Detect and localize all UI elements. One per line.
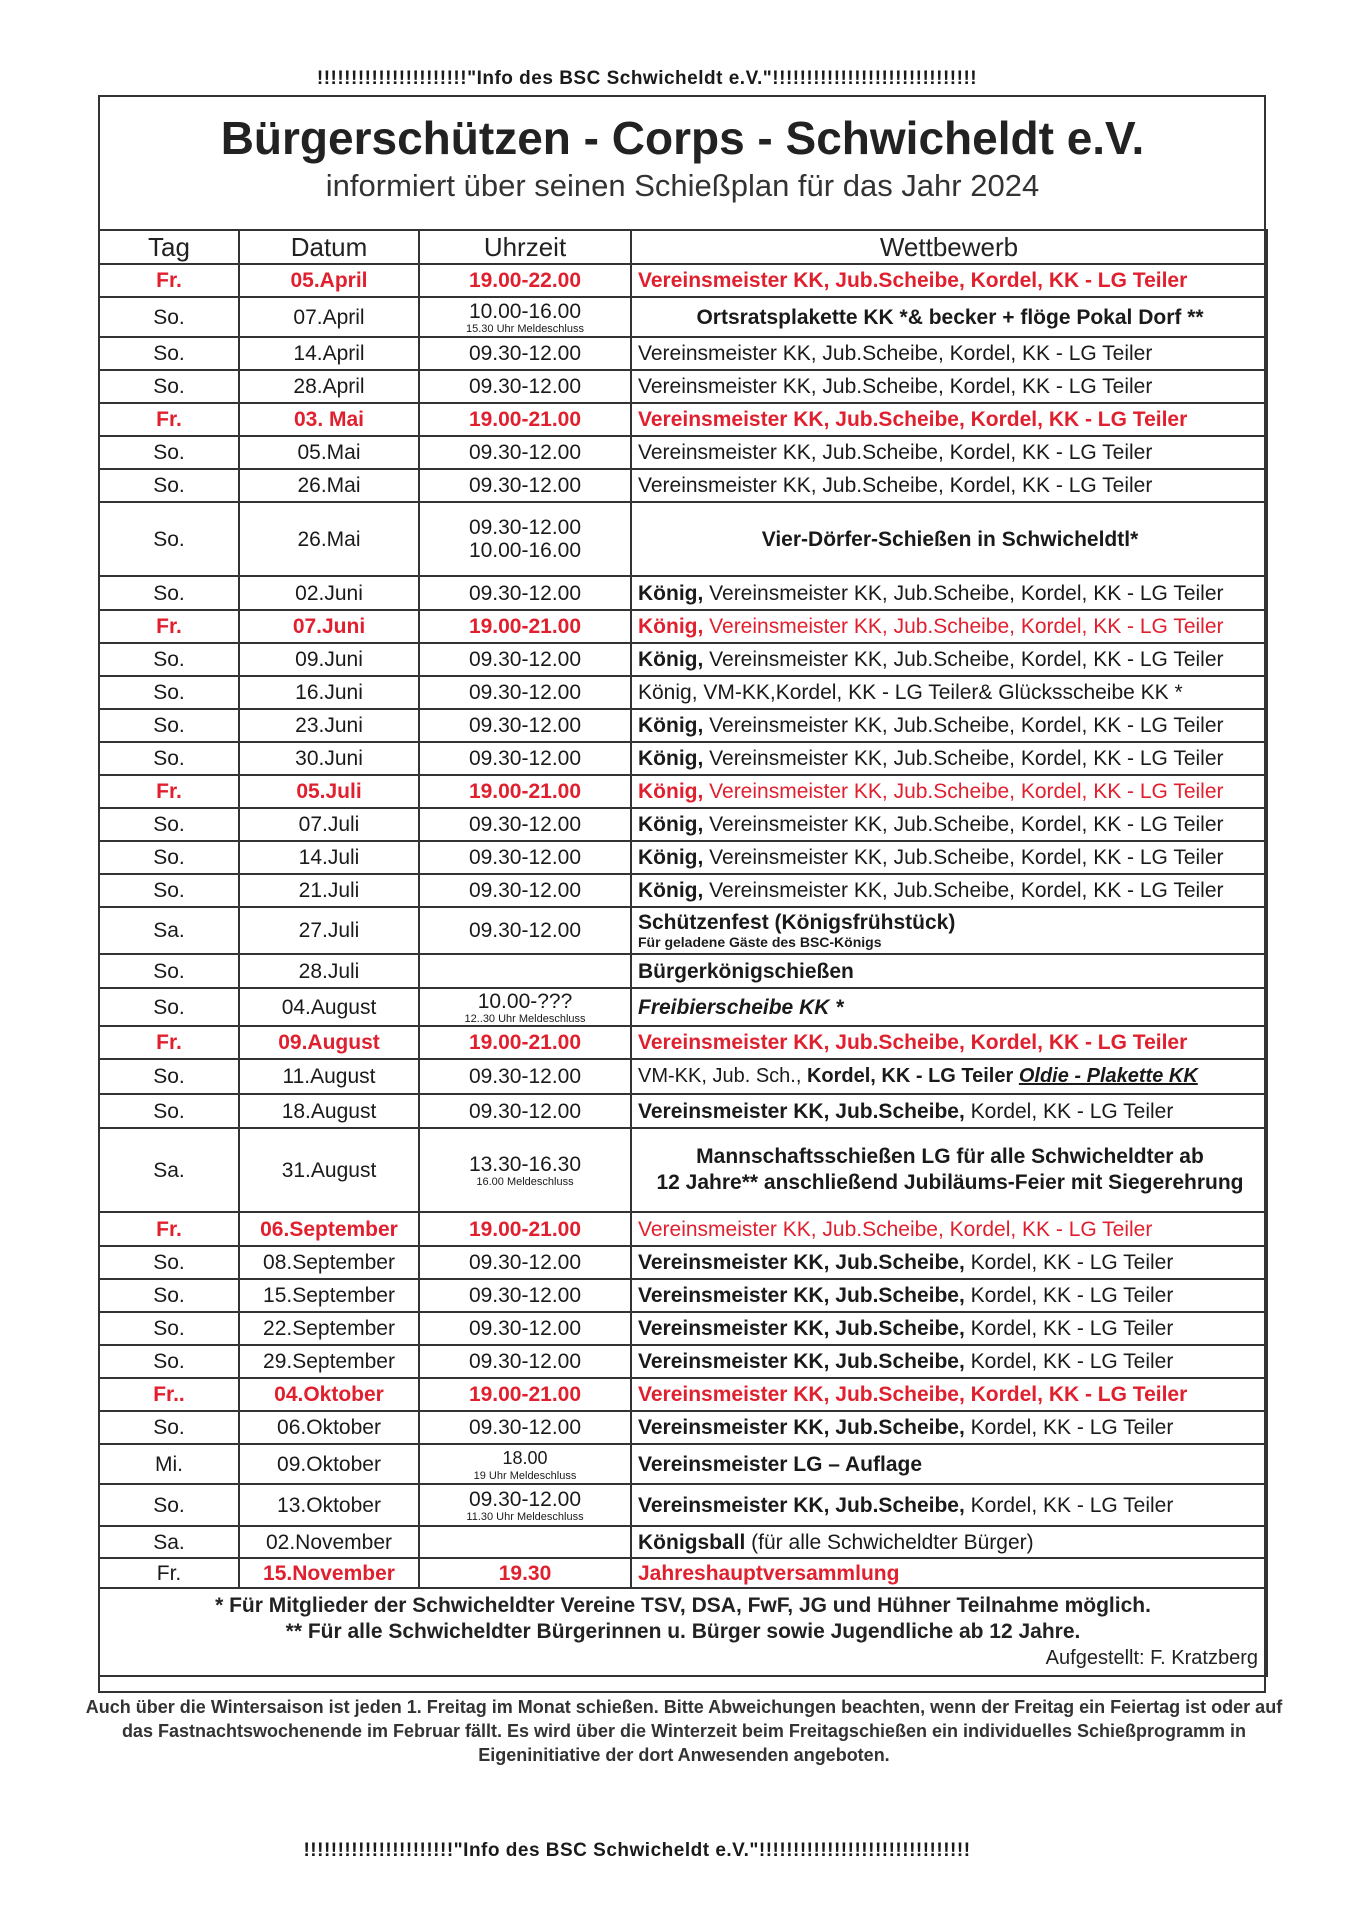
cell-uhrzeit bbox=[419, 988, 631, 1026]
cell-tag: So. bbox=[99, 954, 239, 988]
cell-tag: Fr. bbox=[99, 610, 239, 643]
king-label: König, bbox=[638, 615, 704, 638]
cell-uhrzeit: 09.30-12.00 bbox=[419, 1312, 631, 1345]
table-row bbox=[99, 954, 1267, 988]
event-text: Vereinsmeister KK, Jub.Scheibe, Kordel, KK - LG Teiler bbox=[703, 714, 1224, 737]
table-row bbox=[99, 1378, 1267, 1411]
event-text: VM-KK, Jub. Sch., bbox=[638, 1065, 807, 1087]
table-row bbox=[99, 808, 1267, 841]
cell-wettbewerb: Vereinsmeister KK, Jub.Scheibe, Kordel, KK - LG Teiler bbox=[631, 1212, 1267, 1246]
cell-uhrzeit: 09.30-12.00 bbox=[419, 436, 631, 469]
oldie-plakette-label: Oldie - Plakette KK bbox=[1018, 1065, 1198, 1087]
cell-wettbewerb: Vereinsmeister KK, Jub.Scheibe, Kordel, KK - LG Teiler bbox=[631, 436, 1267, 469]
cell-uhrzeit: 09.30-12.00 bbox=[419, 676, 631, 709]
cell-datum: 05.April bbox=[239, 264, 419, 297]
cell-datum: 11.August bbox=[239, 1059, 419, 1094]
cell-wettbewerb bbox=[631, 1246, 1267, 1279]
cell-datum: 22.September bbox=[239, 1312, 419, 1345]
cell-tag: So. bbox=[99, 841, 239, 874]
cell-wettbewerb bbox=[631, 1279, 1267, 1312]
time-text: 10.00-??? bbox=[477, 989, 573, 1013]
cell-datum: 14.Juli bbox=[239, 841, 419, 874]
cell-datum: 02.November bbox=[239, 1526, 419, 1558]
cell-datum: 30.Juni bbox=[239, 742, 419, 775]
cell-datum: 18.August bbox=[239, 1094, 419, 1128]
cell-uhrzeit: 09.30-12.00 bbox=[419, 1345, 631, 1378]
event-text: Vereinsmeister KK, Jub.Scheibe, Kordel, KK - LG Teiler bbox=[703, 813, 1224, 836]
cell-datum: 02.Juni bbox=[239, 576, 419, 610]
cell-uhrzeit: 09.30-12.00 bbox=[419, 808, 631, 841]
cell-datum: 31.August bbox=[239, 1128, 419, 1212]
table-row bbox=[99, 1246, 1267, 1279]
cell-uhrzeit: 09.30-12.00 bbox=[419, 1411, 631, 1444]
table-row bbox=[99, 403, 1267, 436]
cell-tag: So. bbox=[99, 742, 239, 775]
cell-tag: So. bbox=[99, 1411, 239, 1444]
deadline-note: 12..30 Uhr Meldeschluss bbox=[464, 1012, 586, 1025]
table-row bbox=[99, 1345, 1267, 1378]
cell-datum: 14.April bbox=[239, 337, 419, 370]
cell-tag: Fr. bbox=[99, 1558, 239, 1588]
cell-uhrzeit: 09.30-12.00 bbox=[419, 874, 631, 907]
event-bold-text: Vereinsmeister KK, Jub.Scheibe, bbox=[638, 1284, 965, 1307]
footer-cell bbox=[99, 1588, 1267, 1676]
cell-datum: 03. Mai bbox=[239, 403, 419, 436]
cell-uhrzeit: 09.30-12.00 bbox=[419, 709, 631, 742]
cell-wettbewerb bbox=[631, 1345, 1267, 1378]
cell-tag: So. bbox=[99, 469, 239, 502]
cell-tag: Fr. bbox=[99, 1026, 239, 1059]
cell-wettbewerb: Freibierscheibe KK * bbox=[631, 988, 1267, 1026]
king-label: König, bbox=[638, 581, 704, 605]
king-label: König, bbox=[638, 747, 704, 770]
table-row bbox=[99, 1094, 1267, 1128]
event-text: Vereinsmeister KK, Jub.Scheibe, Kordel, KK - LG Teiler bbox=[703, 879, 1224, 902]
cell-uhrzeit: 19.30 bbox=[419, 1558, 631, 1588]
cell-tag: Mi. bbox=[99, 1444, 239, 1484]
deadline-note: 11.30 Uhr Meldeschluss bbox=[466, 1510, 584, 1523]
cell-wettbewerb: Vereinsmeister KK, Jub.Scheibe, Kordel, KK - LG Teiler bbox=[631, 403, 1267, 436]
event-bold-text: Vereinsmeister KK, Jub.Scheibe, bbox=[638, 1251, 965, 1274]
cell-uhrzeit: 09.30-12.00 bbox=[419, 841, 631, 874]
table-row bbox=[99, 502, 1267, 576]
cell-wettbewerb: Vereinsmeister KK, Jub.Scheibe, Kordel, KK - LG Teiler bbox=[631, 1378, 1267, 1411]
cell-tag: Fr. bbox=[99, 775, 239, 808]
schedule-table bbox=[98, 229, 1268, 1677]
cell-datum: 07.Juli bbox=[239, 808, 419, 841]
cell-wettbewerb bbox=[631, 841, 1267, 874]
cell-uhrzeit: 19.00-21.00 bbox=[419, 1378, 631, 1411]
cell-uhrzeit bbox=[419, 1526, 631, 1558]
cell-uhrzeit bbox=[419, 297, 631, 337]
cell-tag: So. bbox=[99, 576, 239, 610]
event-bold-text: Vereinsmeister KK, Jub.Scheibe, bbox=[638, 1493, 965, 1517]
event-text-line2: 12 Jahre** anschließend Jubiläums-Feier mit Siegerehrung bbox=[656, 1171, 1244, 1194]
cell-datum: 08.September bbox=[239, 1246, 419, 1279]
cell-uhrzeit: 19.00-21.00 bbox=[419, 610, 631, 643]
cell-wettbewerb: Jahreshauptversammlung bbox=[631, 1558, 1267, 1588]
cell-uhrzeit: 09.30-12.00 bbox=[419, 643, 631, 676]
table-row bbox=[99, 1279, 1267, 1312]
event-text: Schützenfest (Königsfrühstück) bbox=[638, 911, 956, 934]
cell-wettbewerb: Vereinsmeister KK, Jub.Scheibe, Kordel, KK - LG Teiler bbox=[631, 1026, 1267, 1059]
cell-uhrzeit: 19.00-21.00 bbox=[419, 775, 631, 808]
event-text: Kordel, KK - LG Teiler bbox=[964, 1251, 1174, 1274]
time-text: 18.00 bbox=[502, 1448, 548, 1468]
cell-datum: 28.Juli bbox=[239, 954, 419, 988]
cell-datum: 07.Juni bbox=[239, 610, 419, 643]
table-row bbox=[99, 297, 1267, 337]
cell-tag: So. bbox=[99, 874, 239, 907]
cell-wettbewerb bbox=[631, 643, 1267, 676]
author-credit: Aufgestellt: F. Kratzberg bbox=[1045, 1647, 1258, 1669]
table-row bbox=[99, 337, 1267, 370]
cell-wettbewerb bbox=[631, 742, 1267, 775]
table-row bbox=[99, 775, 1267, 808]
cell-tag: Fr. bbox=[99, 403, 239, 436]
cell-uhrzeit: 19.00-21.00 bbox=[419, 403, 631, 436]
col-header-tag: Tag bbox=[99, 230, 239, 264]
cell-tag: Sa. bbox=[99, 1526, 239, 1558]
event-text: Vereinsmeister KK, Jub.Scheibe, Kordel, KK - LG Teiler bbox=[703, 615, 1224, 638]
cell-datum: 13.Oktober bbox=[239, 1484, 419, 1526]
cell-tag: So. bbox=[99, 988, 239, 1026]
event-text: Kordel, KK - LG Teiler bbox=[964, 1493, 1174, 1517]
king-label: König, bbox=[638, 813, 704, 836]
cell-tag: Sa. bbox=[99, 907, 239, 954]
page-title: Bürgerschützen - Corps - Schwicheldt e.V. bbox=[220, 112, 1145, 164]
cell-datum: 09.Oktober bbox=[239, 1444, 419, 1484]
col-header-wettbewerb: Wettbewerb bbox=[631, 230, 1267, 264]
event-text: Kordel, KK - LG Teiler bbox=[964, 1416, 1174, 1439]
cell-tag: So. bbox=[99, 337, 239, 370]
cell-tag: So. bbox=[99, 1059, 239, 1094]
table-row bbox=[99, 1558, 1267, 1588]
table-row bbox=[99, 1026, 1267, 1059]
cell-wettbewerb: Vereinsmeister KK, Jub.Scheibe, Kordel, KK - LG Teiler bbox=[631, 337, 1267, 370]
event-text: Kordel, KK - LG Teiler bbox=[964, 1284, 1174, 1307]
cell-wettbewerb: Vier-Dörfer-Schießen in Schwicheldtl* bbox=[631, 502, 1267, 576]
cell-wettbewerb bbox=[631, 1411, 1267, 1444]
table-row bbox=[99, 264, 1267, 297]
footnote-1: * Für Mitglieder der Schwicheldter Vereine TSV, DSA, FwF, JG und Hühner Teilnahme möglich. bbox=[215, 1594, 1151, 1617]
winter-season-note: Auch über die Wintersaison ist jeden 1. Freitag im Monat schießen. Bitte Abweichungen beachten, wenn der Freitag ein Feiertag ist oder auf das Fastnachtswochenende im Februar fällt. Es wird über die Winterzeit beim Freitagschießen ein individuelles Schießprogramm in Eigeninitiative der dort Anwesenden angeboten. bbox=[85, 1697, 1283, 1765]
cell-wettbewerb bbox=[631, 576, 1267, 610]
cell-datum: 21.Juli bbox=[239, 874, 419, 907]
cell-wettbewerb: König, VM-KK,Kordel, KK - LG Teiler& Glücksscheibe KK * bbox=[631, 676, 1267, 709]
king-label: König, bbox=[638, 780, 704, 803]
cell-uhrzeit: 09.30-12.00 bbox=[419, 337, 631, 370]
cell-tag: So. bbox=[99, 370, 239, 403]
cell-datum: 23.Juni bbox=[239, 709, 419, 742]
cell-uhrzeit bbox=[419, 502, 631, 576]
cell-datum: 05.Mai bbox=[239, 436, 419, 469]
footer-row bbox=[99, 1588, 1267, 1676]
cell-tag: So. bbox=[99, 502, 239, 576]
cell-uhrzeit: 09.30-12.00 bbox=[419, 907, 631, 954]
page-subtitle: informiert über seinen Schießplan für das Jahr 2024 bbox=[325, 168, 1040, 203]
table-row bbox=[99, 643, 1267, 676]
cell-wettbewerb bbox=[631, 1128, 1267, 1212]
event-bold-text: Vereinsmeister KK, Jub.Scheibe, bbox=[638, 1350, 965, 1373]
cell-tag: So. bbox=[99, 808, 239, 841]
cell-wettbewerb bbox=[631, 1059, 1267, 1094]
event-text: Mannschaftsschießen LG für alle Schwicheldter ab bbox=[696, 1145, 1204, 1168]
time-text: 10.00-16.00 bbox=[468, 299, 582, 323]
event-text: Vereinsmeister KK, Jub.Scheibe, Kordel, KK - LG Teiler bbox=[703, 780, 1224, 803]
table-row bbox=[99, 1128, 1267, 1212]
cell-uhrzeit: 09.30-12.00 bbox=[419, 1059, 631, 1094]
cell-wettbewerb: Vereinsmeister KK, Jub.Scheibe, Kordel, KK - LG Teiler bbox=[631, 264, 1267, 297]
cell-datum: 04.August bbox=[239, 988, 419, 1026]
cell-uhrzeit bbox=[419, 954, 631, 988]
cell-uhrzeit: 09.30-12.00 bbox=[419, 370, 631, 403]
deadline-note: 15.30 Uhr Meldeschluss bbox=[465, 322, 584, 335]
time-text-2: 10.00-16.00 bbox=[468, 539, 582, 562]
cell-uhrzeit: 19.00-21.00 bbox=[419, 1026, 631, 1059]
cell-wettbewerb: Vereinsmeister KK, Jub.Scheibe, Kordel, KK - LG Teiler bbox=[631, 469, 1267, 502]
king-label: König, bbox=[638, 648, 704, 671]
cell-uhrzeit: 09.30-12.00 bbox=[419, 742, 631, 775]
table-row bbox=[99, 676, 1267, 709]
table-row bbox=[99, 436, 1267, 469]
cell-datum: 15.September bbox=[239, 1279, 419, 1312]
time-text: 09.30-12.00 bbox=[468, 516, 582, 539]
table-row bbox=[99, 742, 1267, 775]
table-row bbox=[99, 610, 1267, 643]
cell-uhrzeit bbox=[419, 1128, 631, 1212]
cell-wettbewerb bbox=[631, 1312, 1267, 1345]
table-row bbox=[99, 874, 1267, 907]
cell-wettbewerb bbox=[631, 1526, 1267, 1558]
event-text: (für alle Schwicheldter Bürger) bbox=[745, 1530, 1034, 1554]
time-text: 13.30-16.30 bbox=[468, 1152, 582, 1176]
col-header-datum: Datum bbox=[239, 230, 419, 264]
banner-bottom: !!!!!!!!!!!!!!!!!!!!!!"Info des BSC Schwicheldt e.V."!!!!!!!!!!!!!!!!!!!!!!!!!!!!!!! bbox=[303, 1840, 971, 1861]
cell-wettbewerb bbox=[631, 907, 1267, 954]
table-row bbox=[99, 576, 1267, 610]
cell-datum: 06.Oktober bbox=[239, 1411, 419, 1444]
cell-tag: Sa. bbox=[99, 1128, 239, 1212]
table-row bbox=[99, 1312, 1267, 1345]
header-row bbox=[99, 230, 1267, 264]
cell-uhrzeit: 09.30-12.00 bbox=[419, 1279, 631, 1312]
event-text: Vereinsmeister KK, Jub.Scheibe, Kordel, KK - LG Teiler bbox=[703, 648, 1224, 671]
table-row bbox=[99, 469, 1267, 502]
cell-uhrzeit: 09.30-12.00 bbox=[419, 1094, 631, 1128]
cell-tag: Fr. bbox=[99, 264, 239, 297]
event-text: Kordel, KK - LG Teiler bbox=[964, 1099, 1174, 1123]
cell-tag: So. bbox=[99, 1312, 239, 1345]
cell-uhrzeit bbox=[419, 1484, 631, 1526]
time-text: 09.30-12.00 bbox=[468, 1487, 582, 1511]
cell-datum: 09.Juni bbox=[239, 643, 419, 676]
cell-datum: 29.September bbox=[239, 1345, 419, 1378]
cell-datum: 06.September bbox=[239, 1212, 419, 1246]
cell-wettbewerb bbox=[631, 610, 1267, 643]
cell-datum: 26.Mai bbox=[239, 502, 419, 576]
deadline-note: 19 Uhr Meldeschluss bbox=[473, 1470, 577, 1482]
event-subtext: Für geladene Gäste des BSC-Königs bbox=[638, 934, 882, 950]
cell-wettbewerb bbox=[631, 709, 1267, 742]
footnote-2: ** Für alle Schwicheldter Bürgerinnen u. Bürger sowie Jugendliche ab 12 Jahre. bbox=[285, 1620, 1081, 1643]
event-bold-text: Kordel, KK - LG Teiler bbox=[806, 1065, 1014, 1087]
cell-tag: So. bbox=[99, 643, 239, 676]
event-text: Kordel, KK - LG Teiler bbox=[964, 1317, 1174, 1340]
cell-wettbewerb bbox=[631, 874, 1267, 907]
cell-datum: 27.Juli bbox=[239, 907, 419, 954]
cell-wettbewerb: Vereinsmeister LG – Auflage bbox=[631, 1444, 1267, 1484]
cell-tag: So. bbox=[99, 676, 239, 709]
event-text: Vereinsmeister KK, Jub.Scheibe, Kordel, KK - LG Teiler bbox=[703, 747, 1224, 770]
cell-uhrzeit: 09.30-12.00 bbox=[419, 469, 631, 502]
cell-wettbewerb bbox=[631, 1484, 1267, 1526]
cell-wettbewerb bbox=[631, 775, 1267, 808]
cell-tag: So. bbox=[99, 436, 239, 469]
col-header-uhrzeit: Uhrzeit bbox=[419, 230, 631, 264]
cell-wettbewerb: Vereinsmeister KK, Jub.Scheibe, Kordel, KK - LG Teiler bbox=[631, 370, 1267, 403]
table-row bbox=[99, 709, 1267, 742]
deadline-note: 16.00 Meldeschluss bbox=[476, 1175, 574, 1188]
table-row bbox=[99, 1444, 1267, 1484]
cell-tag: So. bbox=[99, 1345, 239, 1378]
table-row bbox=[99, 907, 1267, 954]
table-row bbox=[99, 841, 1267, 874]
event-text: Kordel, KK - LG Teiler bbox=[964, 1350, 1174, 1373]
event-text: Vereinsmeister KK, Jub.Scheibe, Kordel, KK - LG Teiler bbox=[703, 581, 1224, 605]
cell-tag: So. bbox=[99, 1246, 239, 1279]
cell-datum: 16.Juni bbox=[239, 676, 419, 709]
cell-uhrzeit bbox=[419, 1444, 631, 1484]
table-row bbox=[99, 988, 1267, 1026]
cell-datum: 05.Juli bbox=[239, 775, 419, 808]
cell-wettbewerb bbox=[631, 808, 1267, 841]
cell-datum: 15.November bbox=[239, 1558, 419, 1588]
cell-wettbewerb: Ortsratsplakette KK *& becker + flöge Pokal Dorf ** bbox=[631, 297, 1267, 337]
cell-datum: 07.April bbox=[239, 297, 419, 337]
king-label: König, bbox=[638, 714, 704, 737]
king-label: König, bbox=[638, 846, 704, 869]
cell-tag: So. bbox=[99, 709, 239, 742]
cell-datum: 09.August bbox=[239, 1026, 419, 1059]
cell-datum: 26.Mai bbox=[239, 469, 419, 502]
event-bold-text: Vereinsmeister KK, Jub.Scheibe, bbox=[638, 1416, 965, 1439]
document-header bbox=[100, 110, 1265, 206]
cell-tag: So. bbox=[99, 1484, 239, 1526]
cell-tag: Fr. bbox=[99, 1212, 239, 1246]
table-row bbox=[99, 1212, 1267, 1246]
table-row bbox=[99, 1526, 1267, 1558]
cell-datum: 04.Oktober bbox=[239, 1378, 419, 1411]
cell-tag: So. bbox=[99, 1279, 239, 1312]
table-row bbox=[99, 1059, 1267, 1094]
event-bold-text: Vereinsmeister KK, Jub.Scheibe, bbox=[638, 1099, 965, 1123]
banner-top: !!!!!!!!!!!!!!!!!!!!!!"Info des BSC Schwicheldt e.V."!!!!!!!!!!!!!!!!!!!!!!!!!!!!!! bbox=[316, 68, 978, 89]
cell-tag: Fr.. bbox=[99, 1378, 239, 1411]
cell-uhrzeit: 19.00-22.00 bbox=[419, 264, 631, 297]
cell-tag: So. bbox=[99, 297, 239, 337]
cell-uhrzeit: 09.30-12.00 bbox=[419, 576, 631, 610]
cell-tag: So. bbox=[99, 1094, 239, 1128]
event-bold-text: Königsball bbox=[638, 1530, 746, 1554]
table-row bbox=[99, 1484, 1267, 1526]
event-text: Vereinsmeister KK, Jub.Scheibe, Kordel, KK - LG Teiler bbox=[703, 846, 1224, 869]
cell-datum: 28.April bbox=[239, 370, 419, 403]
event-bold-text: Vereinsmeister KK, Jub.Scheibe, bbox=[638, 1317, 965, 1340]
cell-wettbewerb: Bürgerkönigschießen bbox=[631, 954, 1267, 988]
table-row bbox=[99, 370, 1267, 403]
king-label: König, bbox=[638, 879, 704, 902]
cell-wettbewerb bbox=[631, 1094, 1267, 1128]
table-row bbox=[99, 1411, 1267, 1444]
cell-uhrzeit: 19.00-21.00 bbox=[419, 1212, 631, 1246]
cell-uhrzeit: 09.30-12.00 bbox=[419, 1246, 631, 1279]
